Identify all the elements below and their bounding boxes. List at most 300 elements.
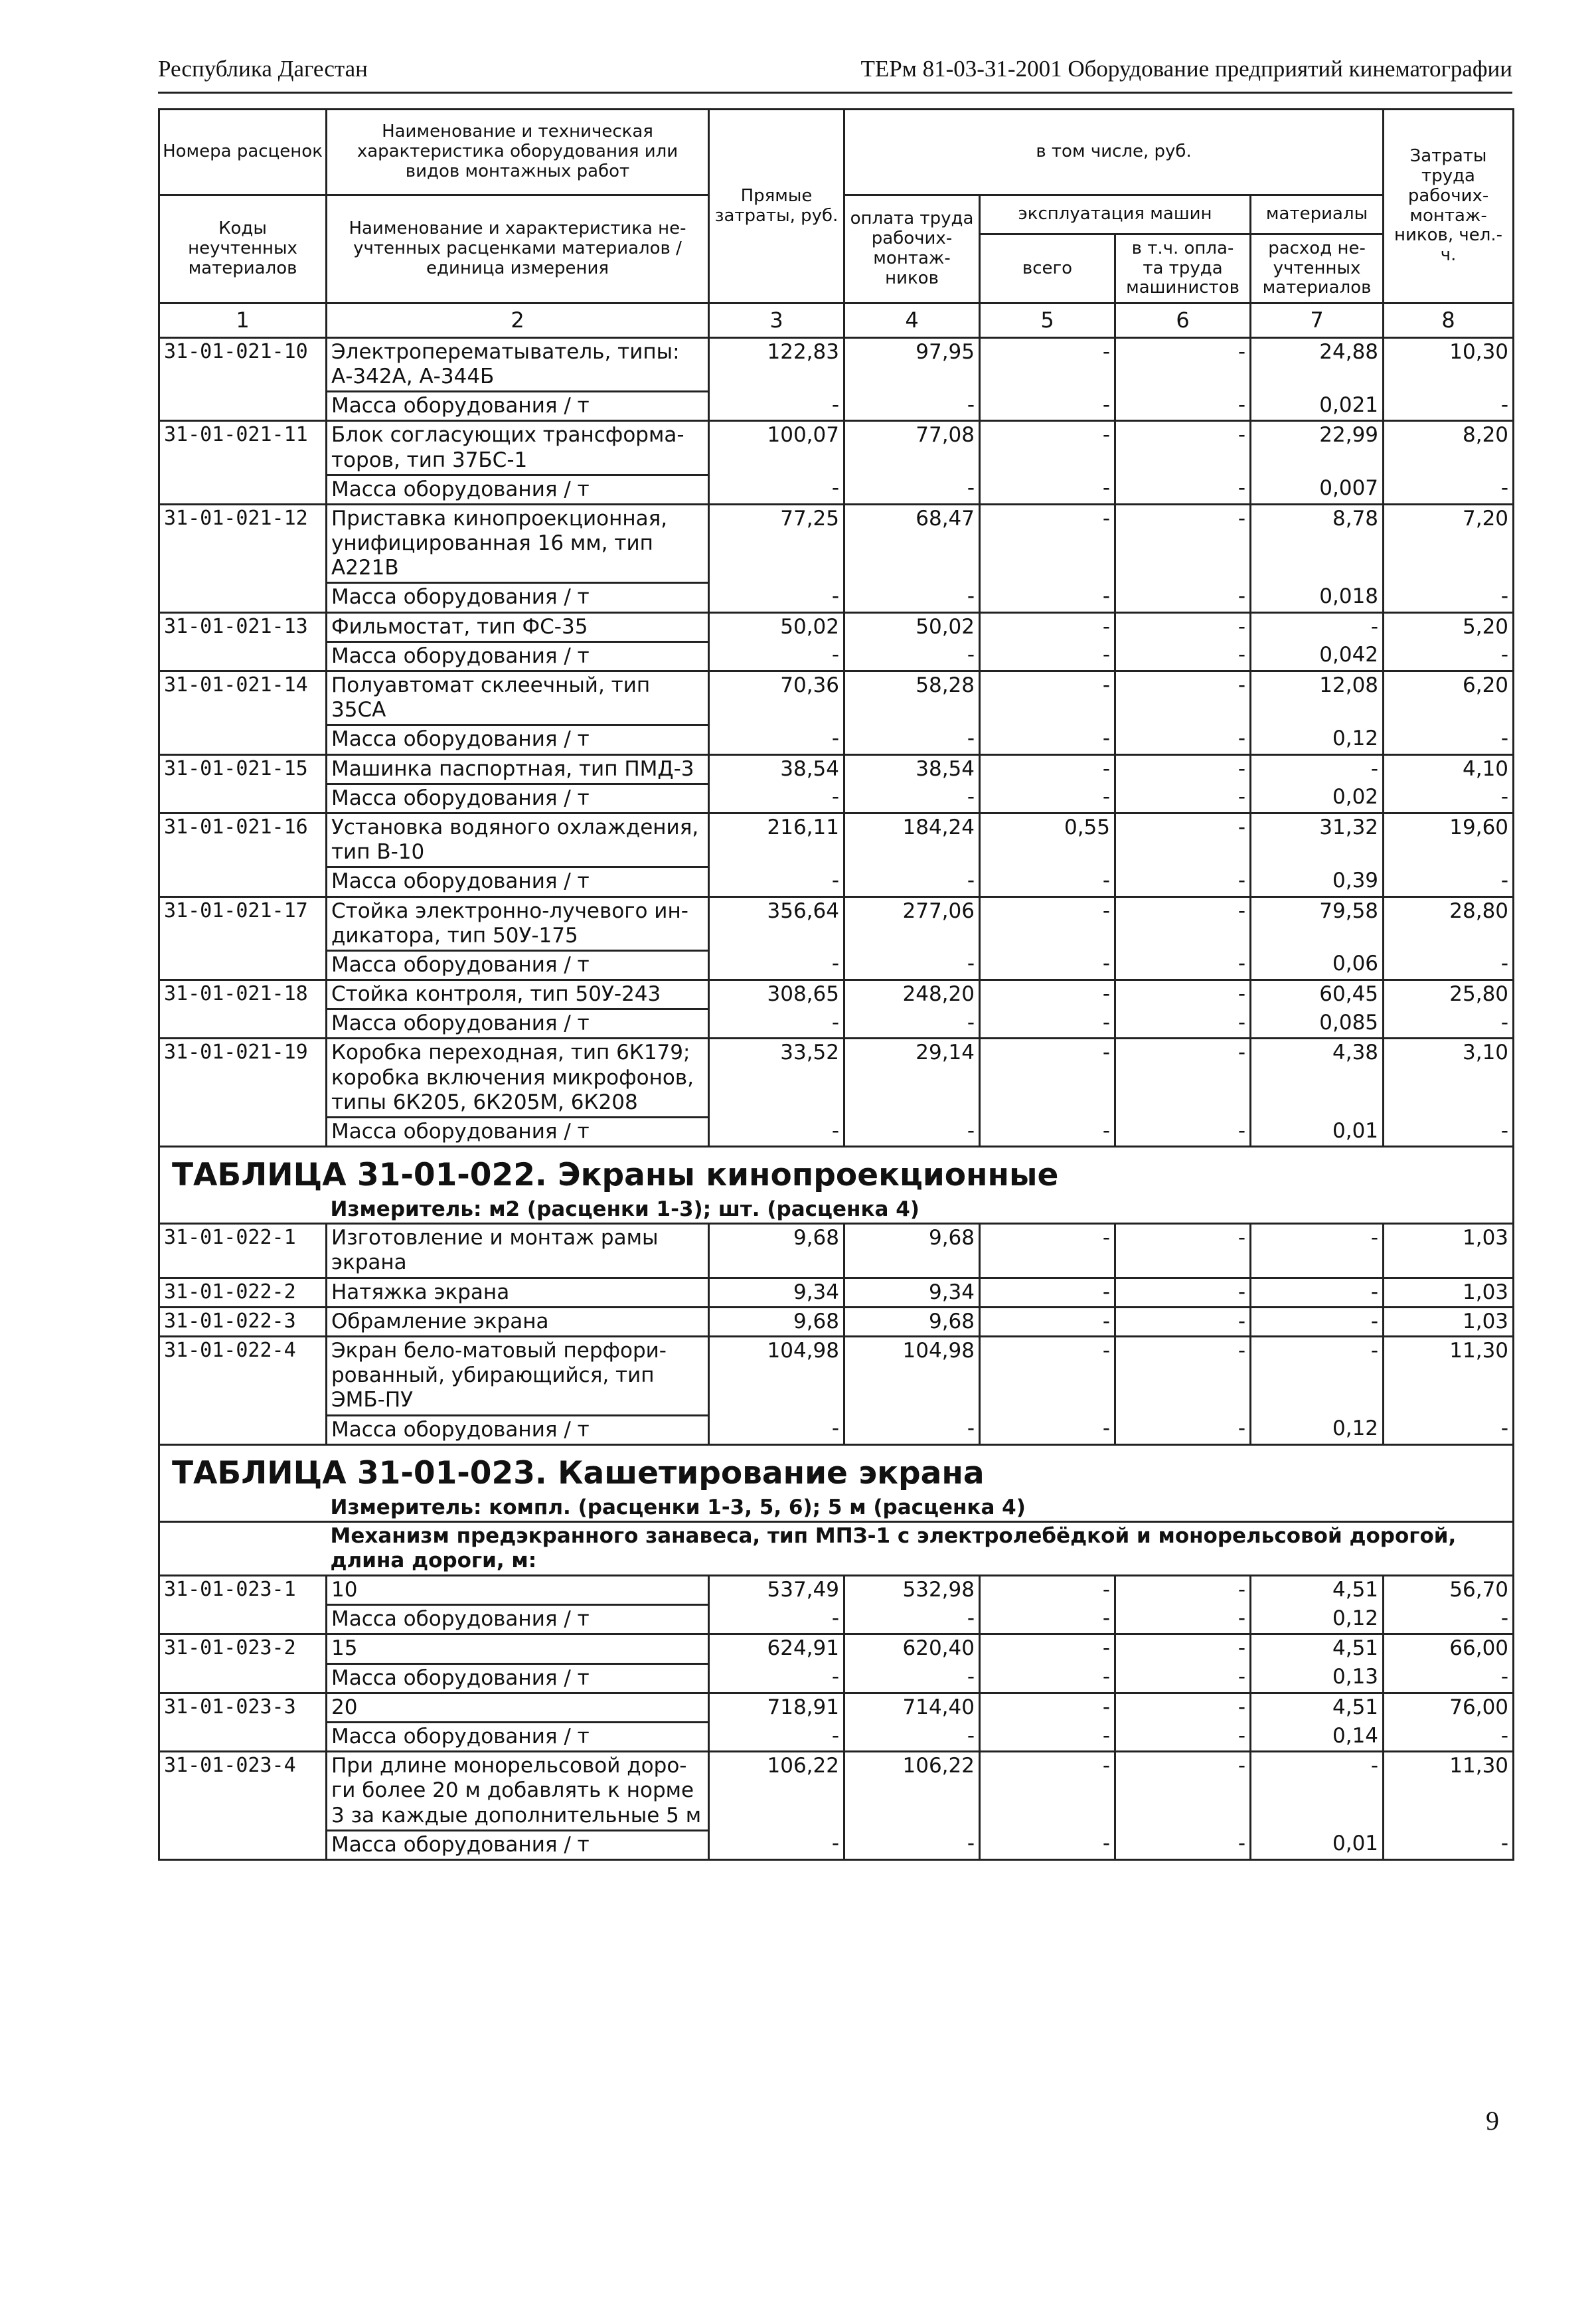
value-cell: 70,36 xyxy=(709,671,844,725)
rate-code-empty xyxy=(159,1118,327,1147)
table-row-mass xyxy=(159,784,1514,813)
mass-value: - xyxy=(980,1415,1115,1444)
table-row xyxy=(159,1336,1514,1415)
table-row xyxy=(159,896,1514,950)
mass-value: - xyxy=(1384,1605,1514,1634)
mass-value: - xyxy=(1115,392,1251,421)
mass-value: - xyxy=(1384,475,1514,504)
value-cell: - xyxy=(1251,754,1384,784)
mass-value: - xyxy=(1384,1118,1514,1147)
mechanism-description: Механизм предэкранного занавеса, тип МПЗ-1 с электролебёдкой и монорельсовой дорогой, длина дороги, м: xyxy=(327,1521,1514,1575)
table-row xyxy=(159,671,1514,725)
rate-code: 31-01-021-10 xyxy=(159,337,327,391)
mass-value: - xyxy=(844,1009,980,1039)
value-cell: - xyxy=(1251,1224,1384,1278)
col-number: 7 xyxy=(1251,303,1384,338)
mass-label: Масса оборудования / т xyxy=(327,1605,709,1634)
rate-code: 31-01-022-2 xyxy=(159,1278,327,1307)
rate-code: 31-01-021-11 xyxy=(159,421,327,475)
rate-name: Фильмостат, тип ФС-35 xyxy=(327,612,709,641)
mass-label: Масса оборудования / т xyxy=(327,784,709,813)
mass-label: Масса оборудования / т xyxy=(327,641,709,671)
value-cell: 50,02 xyxy=(709,612,844,641)
mass-value: - xyxy=(709,641,844,671)
value-cell: - xyxy=(1251,1307,1384,1336)
value-cell: 4,51 xyxy=(1251,1693,1384,1722)
header-document-title: ТЕРм 81-03-31-2001 Оборудование предприятий кинематографии xyxy=(860,56,1512,82)
value-cell: 537,49 xyxy=(709,1576,844,1605)
value-cell: - xyxy=(1251,1752,1384,1831)
value-cell: - xyxy=(980,1576,1115,1605)
rate-name: 20 xyxy=(327,1693,709,1722)
mass-value: - xyxy=(980,1830,1115,1859)
value-cell: - xyxy=(1115,1278,1251,1307)
mass-value: - xyxy=(980,950,1115,979)
value-cell: 97,95 xyxy=(844,337,980,391)
value-cell: 6,20 xyxy=(1384,671,1514,725)
value-cell: 277,06 xyxy=(844,896,980,950)
mass-value: - xyxy=(709,1415,844,1444)
col-number: 6 xyxy=(1115,303,1251,338)
mass-value: - xyxy=(1384,1830,1514,1859)
value-cell: 5,20 xyxy=(1384,612,1514,641)
mass-value: - xyxy=(1115,1415,1251,1444)
value-cell: 4,10 xyxy=(1384,754,1514,784)
mass-value: - xyxy=(1115,867,1251,896)
value-cell: 248,20 xyxy=(844,980,980,1009)
rate-name: 10 xyxy=(327,1576,709,1605)
value-cell: 76,00 xyxy=(1384,1693,1514,1722)
value-cell: 9,68 xyxy=(709,1224,844,1278)
value-cell: - xyxy=(1251,1336,1384,1415)
value-cell: 11,30 xyxy=(1384,1336,1514,1415)
mass-value: 0,007 xyxy=(1251,475,1384,504)
mass-label: Масса оборудования / т xyxy=(327,867,709,896)
col-labor: Затраты труда рабочих- монтаж- ников, чел.-ч. xyxy=(1384,110,1514,303)
rate-code-empty xyxy=(159,1415,327,1444)
mass-value: - xyxy=(1115,1830,1251,1859)
mass-value: - xyxy=(844,1830,980,1859)
table-title-row xyxy=(159,1444,1514,1494)
rate-code-empty xyxy=(159,392,327,421)
col-number: 2 xyxy=(327,303,709,338)
value-cell: 29,14 xyxy=(844,1039,980,1118)
table-row-mass xyxy=(159,1118,1514,1147)
rate-code: 31-01-021-15 xyxy=(159,754,327,784)
rate-name: Стойка контроля, тип 50У-243 xyxy=(327,980,709,1009)
mass-value: - xyxy=(844,1605,980,1634)
value-cell: 12,08 xyxy=(1251,671,1384,725)
table-title-cell xyxy=(159,1444,1514,1494)
value-cell: 184,24 xyxy=(844,813,980,867)
mass-value: - xyxy=(709,950,844,979)
rate-code-empty xyxy=(159,583,327,612)
mass-value: - xyxy=(1384,641,1514,671)
mass-value: - xyxy=(980,392,1115,421)
mechanism-row xyxy=(159,1521,1514,1575)
mass-value: - xyxy=(709,392,844,421)
col-incl: в том числе, руб. xyxy=(844,110,1384,195)
mass-value: - xyxy=(980,1118,1115,1147)
table-row xyxy=(159,1278,1514,1307)
value-cell: - xyxy=(980,1224,1115,1278)
value-cell: - xyxy=(980,1307,1115,1336)
mass-value: 0,042 xyxy=(1251,641,1384,671)
mass-label: Масса оборудования / т xyxy=(327,1009,709,1039)
table-row-mass xyxy=(159,1723,1514,1752)
value-cell: 106,22 xyxy=(844,1752,980,1831)
mass-label: Масса оборудования / т xyxy=(327,392,709,421)
value-cell: - xyxy=(1115,754,1251,784)
mass-value: - xyxy=(709,1663,844,1693)
value-cell: 79,58 xyxy=(1251,896,1384,950)
table-row xyxy=(159,1307,1514,1336)
rate-name: Обрамление экрана xyxy=(327,1307,709,1336)
table-row-mass xyxy=(159,725,1514,754)
table-unit-row xyxy=(159,1494,1514,1522)
rate-name: Блок согласующих трансформа- торов, тип 37БС-1 xyxy=(327,421,709,475)
value-cell: 10,30 xyxy=(1384,337,1514,391)
rate-code-empty xyxy=(159,1009,327,1039)
rate-name: Приставка кинопроекционная, унифицированная 16 мм, тип А221В xyxy=(327,504,709,583)
rate-code: 31-01-023-2 xyxy=(159,1634,327,1663)
mass-value: - xyxy=(844,641,980,671)
value-cell: 28,80 xyxy=(1384,896,1514,950)
mass-value: - xyxy=(844,867,980,896)
mass-value: 0,02 xyxy=(1251,784,1384,813)
table-row-mass xyxy=(159,1415,1514,1444)
mass-value: 0,12 xyxy=(1251,1605,1384,1634)
value-cell: - xyxy=(1115,1576,1251,1605)
mass-value: 0,01 xyxy=(1251,1830,1384,1859)
value-cell: - xyxy=(1115,671,1251,725)
table-title: ТАБЛИЦА 31-01-022. Экраны кинопроекционные xyxy=(172,1157,1059,1194)
mass-label: Масса оборудования / т xyxy=(327,1723,709,1752)
value-cell: - xyxy=(1115,896,1251,950)
mass-value: - xyxy=(1384,1663,1514,1693)
value-cell: 8,20 xyxy=(1384,421,1514,475)
mass-value: - xyxy=(709,784,844,813)
mass-label: Масса оборудования / т xyxy=(327,583,709,612)
col-code-bottom: Коды неучтенных материалов xyxy=(159,195,327,303)
mass-value: - xyxy=(1384,950,1514,979)
mass-value: 0,021 xyxy=(1251,392,1384,421)
table-row-mass xyxy=(159,1605,1514,1634)
value-cell: - xyxy=(1115,421,1251,475)
mass-value: - xyxy=(844,392,980,421)
value-cell: 532,98 xyxy=(844,1576,980,1605)
table-title: ТАБЛИЦА 31-01-023. Кашетирование экрана xyxy=(172,1454,985,1491)
rate-code: 31-01-022-4 xyxy=(159,1336,327,1415)
mass-value: - xyxy=(1115,950,1251,979)
rate-name: Изготовление и монтаж рамы экрана xyxy=(327,1224,709,1278)
value-cell: 4,38 xyxy=(1251,1039,1384,1118)
mass-value: - xyxy=(980,1663,1115,1693)
value-cell: 7,20 xyxy=(1384,504,1514,583)
mass-value: 0,06 xyxy=(1251,950,1384,979)
table-row xyxy=(159,1634,1514,1663)
value-cell: 56,70 xyxy=(1384,1576,1514,1605)
col-number: 8 xyxy=(1384,303,1514,338)
rate-name: 15 xyxy=(327,1634,709,1663)
rate-name: Стойка электронно-лучевого ин- дикатора, тип 50У-175 xyxy=(327,896,709,950)
mass-value: - xyxy=(1384,1415,1514,1444)
value-cell: - xyxy=(1115,612,1251,641)
mass-value: - xyxy=(709,1118,844,1147)
col-materials: материалы xyxy=(1251,195,1384,234)
value-cell: - xyxy=(1115,504,1251,583)
table-unit: Измеритель: м2 (расценки 1-3); шт. (расценка 4) xyxy=(327,1196,1514,1224)
rate-name: Установка водяного охлаждения, тип В-10 xyxy=(327,813,709,867)
mass-value: - xyxy=(709,1830,844,1859)
mass-value: 0,018 xyxy=(1251,583,1384,612)
value-cell: 77,08 xyxy=(844,421,980,475)
value-cell: - xyxy=(980,896,1115,950)
mass-label: Масса оборудования / т xyxy=(327,1118,709,1147)
value-cell: 50,02 xyxy=(844,612,980,641)
table-row xyxy=(159,980,1514,1009)
mass-value: - xyxy=(844,583,980,612)
rate-code-empty xyxy=(159,950,327,979)
rate-code-empty xyxy=(159,1663,327,1693)
mass-value: - xyxy=(844,1118,980,1147)
col-materials-sub: расход не- учтенных материалов xyxy=(1251,234,1384,303)
mass-value: - xyxy=(980,725,1115,754)
mechanism-spacer xyxy=(159,1521,327,1575)
rate-code: 31-01-023-3 xyxy=(159,1693,327,1722)
col-name-top: Наименование и техническая характеристика оборудования или видов монтажных работ xyxy=(327,110,709,195)
mass-label: Масса оборудования / т xyxy=(327,1663,709,1693)
value-cell: 104,98 xyxy=(844,1336,980,1415)
table-row-mass xyxy=(159,583,1514,612)
mass-value: - xyxy=(1115,1009,1251,1039)
mass-value: - xyxy=(1384,1723,1514,1752)
mass-value: 0,01 xyxy=(1251,1118,1384,1147)
col-direct: Прямые затраты, руб. xyxy=(709,110,844,303)
table-row xyxy=(159,1224,1514,1278)
value-cell: - xyxy=(980,1336,1115,1415)
value-cell: 58,28 xyxy=(844,671,980,725)
value-cell: - xyxy=(1251,1278,1384,1307)
table-body xyxy=(159,337,1514,1859)
mass-value: - xyxy=(1384,1009,1514,1039)
mass-value: - xyxy=(1384,784,1514,813)
value-cell: - xyxy=(1251,612,1384,641)
table-row-mass xyxy=(159,475,1514,504)
mass-value: - xyxy=(1115,1605,1251,1634)
table-row-mass xyxy=(159,1830,1514,1859)
rate-code: 31-01-021-12 xyxy=(159,504,327,583)
value-cell: 19,60 xyxy=(1384,813,1514,867)
mass-value: - xyxy=(844,1663,980,1693)
table-row xyxy=(159,1693,1514,1722)
mass-value: 0,39 xyxy=(1251,867,1384,896)
mass-value: - xyxy=(844,950,980,979)
value-cell: - xyxy=(980,1278,1115,1307)
table-row xyxy=(159,337,1514,391)
rate-code-empty xyxy=(159,475,327,504)
value-cell: - xyxy=(1115,337,1251,391)
mass-value: - xyxy=(1115,1723,1251,1752)
rate-code: 31-01-021-18 xyxy=(159,980,327,1009)
value-cell: 8,78 xyxy=(1251,504,1384,583)
mass-value: - xyxy=(844,1415,980,1444)
table-row xyxy=(159,1039,1514,1118)
rate-code: 31-01-021-17 xyxy=(159,896,327,950)
table-row-mass xyxy=(159,641,1514,671)
table-row-mass xyxy=(159,867,1514,896)
value-cell: 104,98 xyxy=(709,1336,844,1415)
rate-name: Натяжка экрана xyxy=(327,1278,709,1307)
mass-value: - xyxy=(709,1009,844,1039)
mass-value: - xyxy=(709,725,844,754)
mass-value: - xyxy=(709,867,844,896)
value-cell: 714,40 xyxy=(844,1693,980,1722)
col-wage: оплата труда рабочих- монтаж- ников xyxy=(844,195,980,303)
rate-code: 31-01-023-1 xyxy=(159,1576,327,1605)
unit-spacer xyxy=(159,1494,327,1522)
value-cell: 9,34 xyxy=(844,1278,980,1307)
mass-value: 0,13 xyxy=(1251,1663,1384,1693)
value-cell: - xyxy=(980,1752,1115,1831)
value-cell: - xyxy=(1115,1693,1251,1722)
value-cell: 0,55 xyxy=(980,813,1115,867)
mass-value: - xyxy=(980,1723,1115,1752)
value-cell: 11,30 xyxy=(1384,1752,1514,1831)
mass-value: - xyxy=(1384,583,1514,612)
mass-value: - xyxy=(980,1009,1115,1039)
mass-value: - xyxy=(1115,725,1251,754)
value-cell: 22,99 xyxy=(1251,421,1384,475)
value-cell: - xyxy=(980,421,1115,475)
mass-value: - xyxy=(844,1723,980,1752)
table-row-mass xyxy=(159,392,1514,421)
col-number: 1 xyxy=(159,303,327,338)
mass-value: - xyxy=(1384,867,1514,896)
rate-code: 31-01-021-16 xyxy=(159,813,327,867)
mass-value: - xyxy=(980,867,1115,896)
table-head xyxy=(159,110,1514,338)
value-cell: 1,03 xyxy=(1384,1307,1514,1336)
col-number: 4 xyxy=(844,303,980,338)
mass-value: - xyxy=(844,784,980,813)
mass-value: - xyxy=(1384,725,1514,754)
mass-label: Масса оборудования / т xyxy=(327,950,709,979)
value-cell: 106,22 xyxy=(709,1752,844,1831)
value-cell: 3,10 xyxy=(1384,1039,1514,1118)
value-cell: - xyxy=(1115,813,1251,867)
value-cell: - xyxy=(980,671,1115,725)
value-cell: 1,03 xyxy=(1384,1224,1514,1278)
table-row xyxy=(159,1576,1514,1605)
value-cell: - xyxy=(1115,1752,1251,1831)
mass-value: - xyxy=(844,725,980,754)
rate-code: 31-01-022-3 xyxy=(159,1307,327,1336)
rate-code: 31-01-022-1 xyxy=(159,1224,327,1278)
mass-value: - xyxy=(709,1605,844,1634)
mass-value: - xyxy=(1115,1118,1251,1147)
header-region: Республика Дагестан xyxy=(158,56,368,82)
value-cell: 33,52 xyxy=(709,1039,844,1118)
value-cell: - xyxy=(1115,1224,1251,1278)
value-cell: 718,91 xyxy=(709,1693,844,1722)
value-cell: 25,80 xyxy=(1384,980,1514,1009)
value-cell: 356,64 xyxy=(709,896,844,950)
mass-value: - xyxy=(980,583,1115,612)
rate-code-empty xyxy=(159,1723,327,1752)
value-cell: 308,65 xyxy=(709,980,844,1009)
table-unit: Измеритель: компл. (расценки 1-3, 5, 6); 5 м (расценка 4) xyxy=(327,1494,1514,1522)
table-row xyxy=(159,612,1514,641)
rate-name: Машинка паспортная, тип ПМД-3 xyxy=(327,754,709,784)
mass-value: - xyxy=(1115,784,1251,813)
mass-label: Масса оборудования / т xyxy=(327,1830,709,1859)
value-cell: - xyxy=(980,612,1115,641)
value-cell: 100,07 xyxy=(709,421,844,475)
value-cell: 9,68 xyxy=(844,1307,980,1336)
value-cell: 4,51 xyxy=(1251,1576,1384,1605)
rate-name: При длине монорельсовой доро- ги более 20 м добавлять к норме 3 за каждые дополнительные 5 м xyxy=(327,1752,709,1831)
mass-value: 0,12 xyxy=(1251,1415,1384,1444)
value-cell: - xyxy=(1115,980,1251,1009)
col-name-bottom: Наименование и характеристика не- учтенных расценками материалов / единица измерения xyxy=(327,195,709,303)
mass-value: - xyxy=(980,784,1115,813)
col-number: 3 xyxy=(709,303,844,338)
page-header xyxy=(158,52,1512,94)
price-table xyxy=(158,108,1514,1861)
col-number: 5 xyxy=(980,303,1115,338)
mass-value: - xyxy=(980,475,1115,504)
mass-value: - xyxy=(980,1605,1115,1634)
value-cell: 77,25 xyxy=(709,504,844,583)
rate-name: Коробка переходная, тип 6К179; коробка включения микрофонов, типы 6К205, 6К205М, 6К208 xyxy=(327,1039,709,1118)
rate-name: Экран бело-матовый перфори- рованный, убирающийся, тип ЭМБ-ПУ xyxy=(327,1336,709,1415)
value-cell: 66,00 xyxy=(1384,1634,1514,1663)
mass-value: - xyxy=(709,475,844,504)
rate-code-empty xyxy=(159,641,327,671)
value-cell: - xyxy=(1115,1307,1251,1336)
col-machines-total: всего xyxy=(980,234,1115,303)
value-cell: 624,91 xyxy=(709,1634,844,1663)
value-cell: 9,68 xyxy=(709,1307,844,1336)
rate-code-empty xyxy=(159,1605,327,1634)
value-cell: - xyxy=(980,1693,1115,1722)
value-cell: 9,68 xyxy=(844,1224,980,1278)
rate-code: 31-01-023-4 xyxy=(159,1752,327,1831)
mass-label: Масса оборудования / т xyxy=(327,725,709,754)
rate-code-empty xyxy=(159,867,327,896)
mass-value: - xyxy=(1115,475,1251,504)
table-title-row xyxy=(159,1147,1514,1197)
rate-code: 31-01-021-19 xyxy=(159,1039,327,1118)
value-cell: 9,34 xyxy=(709,1278,844,1307)
mass-label: Масса оборудования / т xyxy=(327,475,709,504)
value-cell: 4,51 xyxy=(1251,1634,1384,1663)
mass-value: - xyxy=(1384,392,1514,421)
mass-value: - xyxy=(844,475,980,504)
mass-value: 0,12 xyxy=(1251,725,1384,754)
mass-value: - xyxy=(980,641,1115,671)
col-machines: эксплуатация машин xyxy=(980,195,1251,234)
value-cell: 38,54 xyxy=(709,754,844,784)
value-cell: 38,54 xyxy=(844,754,980,784)
mass-value: - xyxy=(1115,1663,1251,1693)
rate-code: 31-01-021-14 xyxy=(159,671,327,725)
rate-code-empty xyxy=(159,784,327,813)
rate-name: Полуавтомат склеечный, тип 35СА xyxy=(327,671,709,725)
value-cell: 122,83 xyxy=(709,337,844,391)
value-cell: - xyxy=(1115,1336,1251,1415)
